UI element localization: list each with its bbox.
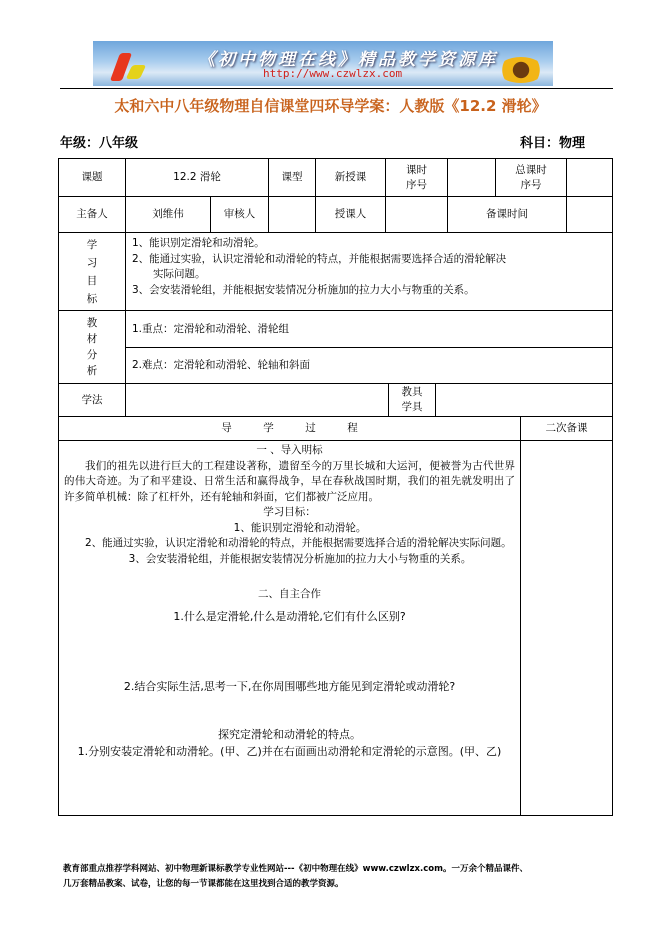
process-body bbox=[58, 440, 521, 816]
cell-topic: 12.2 滑轮 bbox=[125, 158, 269, 197]
cell-teacher bbox=[385, 196, 448, 233]
cell-tools bbox=[435, 383, 613, 417]
cell-total bbox=[566, 158, 613, 197]
cell-period-label: 课时 序号 bbox=[385, 158, 448, 197]
cell-prep-time-label: 备课时间 bbox=[447, 196, 567, 233]
goal-item: 2、能通过实验，认识定滑轮和动滑轮的特点，并能根据需要选择合适的滑轮解决 bbox=[132, 252, 507, 265]
goal-item: 3、会安装滑轮组，并能根据安装情况分析施加的拉力大小与物重的关系。 bbox=[132, 283, 475, 296]
footer-line: 教育部重点推荐学科网站、初中物理新课标教学专业性网站---《初中物理在线》www.czwlzx.com。一万余个精品课件、 bbox=[63, 864, 528, 874]
intro-paragraph: 我们的祖先以进行巨大的工程建设著称，遗留至今的万里长城和大运河，便被誉为古代世界的伟大奇迹。为了和平建设、日常生活和赢得战争，早在春秋战国时期，我们的祖先就发明出了许多简单机械：除了杠杆外，还有轮轴和斜面，它们都被广泛应用。 bbox=[64, 459, 515, 503]
logo-icon-accent bbox=[126, 65, 147, 79]
divider bbox=[60, 88, 613, 89]
explore-title: 探究定滑轮和动滑轮的特点。 bbox=[218, 727, 361, 741]
header-banner bbox=[93, 41, 553, 86]
grade-label: 年级：八年级 bbox=[60, 136, 139, 151]
cell-tools-label: 教具 学具 bbox=[388, 383, 436, 417]
question-2: 2.结合实际生活,思考一下,在你周围哪些地方能见到定滑轮或动滑轮? bbox=[123, 679, 456, 693]
cell-prep-time bbox=[566, 196, 613, 233]
process-header: 导 学 过 程 bbox=[58, 416, 521, 441]
explore-step-1: 1.分别安装定滑轮和动滑轮。(甲、乙)并在右面画出动滑轮和定滑轮的示意图。(甲、乙) bbox=[77, 744, 502, 758]
cell-period bbox=[447, 158, 496, 197]
goal-item: 1、能识别定滑轮和动滑轮。 bbox=[132, 237, 265, 249]
section-intro-title: 一 、导入明标 bbox=[256, 444, 323, 456]
footer bbox=[63, 862, 528, 892]
goals-title: 学习目标： bbox=[263, 506, 316, 518]
banner-title: 《初中物理在线》精品教学资源库 bbox=[198, 50, 498, 70]
second-prep-header: 二次备课 bbox=[520, 416, 613, 441]
goal-item: 1、能识别定滑轮和动滑轮。 bbox=[233, 521, 367, 534]
cell-method bbox=[125, 383, 389, 417]
question-1: 1.什么是定滑轮,什么是动滑轮,它们有什么区别? bbox=[173, 609, 406, 623]
cell-type: 新授课 bbox=[315, 158, 386, 197]
section-cooperate-title: 二、自主合作 bbox=[258, 588, 321, 600]
cell-goals-label: 学 习 目 标 bbox=[58, 232, 126, 311]
cell-preparer: 刘维伟 bbox=[125, 196, 211, 233]
cell-topic-label: 课题 bbox=[58, 158, 126, 197]
goal-item: 3、会安装滑轮组，并能根据安装情况分析施加的拉力大小与物重的关系。 bbox=[128, 552, 472, 565]
cell-reviewer-label: 审核人 bbox=[210, 196, 269, 233]
cell-analysis-label: 教 材 分 析 bbox=[58, 310, 126, 384]
footer-line: 几万套精品教案、试卷，让您的每一节课都能在这里找到合适的教学资源。 bbox=[63, 879, 344, 889]
cell-method-label: 学法 bbox=[58, 383, 126, 417]
cell-preparer-label: 主备人 bbox=[58, 196, 126, 233]
subject-label: 科目：物理 bbox=[520, 136, 586, 151]
page-title: 太和六中八年级物理自信课堂四环导学案：人教版《12.2 滑轮》 bbox=[114, 97, 547, 115]
cell-total-label: 总课时 序号 bbox=[495, 158, 567, 197]
goal-item-cont: 实际问题。 bbox=[153, 268, 206, 280]
cell-teacher-label: 授课人 bbox=[315, 196, 386, 233]
cell-goals bbox=[125, 232, 613, 311]
sunflower-icon bbox=[498, 57, 544, 83]
cell-key-point: 1.重点：定滑轮和动滑轮、滑轮组 bbox=[125, 310, 613, 348]
cell-type-label: 课型 bbox=[268, 158, 316, 197]
banner-url: http://www.czwlzx.com bbox=[263, 67, 403, 80]
second-prep-cell bbox=[520, 440, 613, 816]
cell-difficulty: 2.难点：定滑轮和动滑轮、轮轴和斜面 bbox=[125, 347, 613, 384]
cell-reviewer bbox=[268, 196, 316, 233]
goal-item: 2、能通过实验，认识定滑轮和动滑轮的特点，并能根据需要选择合适的滑轮解决实际问题。 bbox=[85, 537, 512, 549]
